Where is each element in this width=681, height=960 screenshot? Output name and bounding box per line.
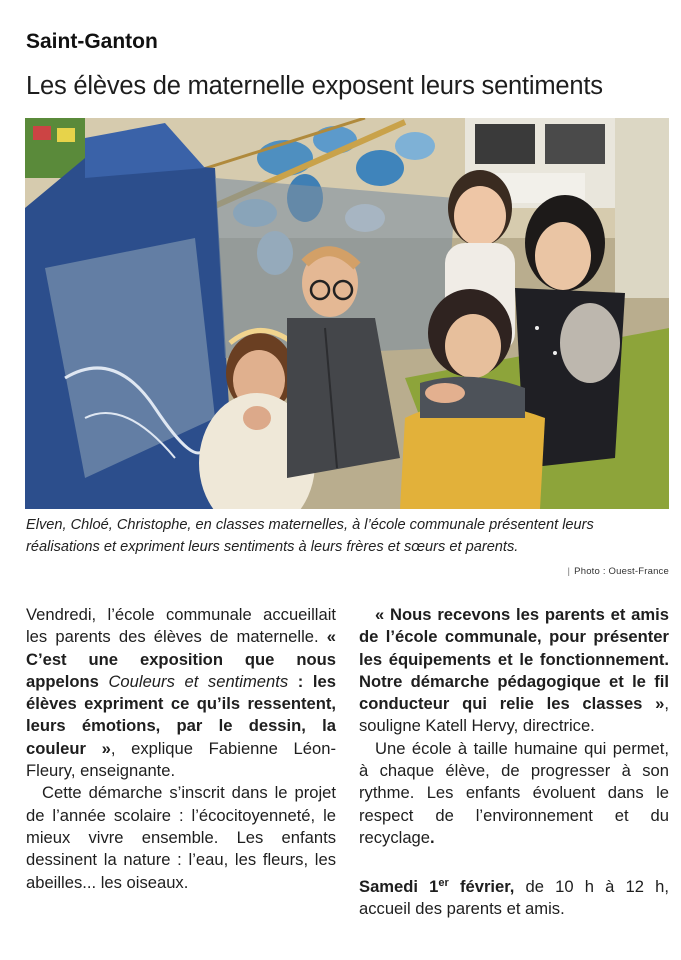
article-headline: Les élèves de maternelle exposent leurs sentiments: [26, 72, 603, 100]
p3-attribution: , souligne Katell Hervy, directrice.: [359, 694, 669, 736]
event-month: février,: [448, 876, 515, 896]
event-date-line: [359, 872, 669, 921]
children-exhibition-illustration: [25, 118, 669, 509]
p1-quote-start: « C’est une exposition que nous appelons: [26, 627, 336, 691]
p4-period: .: [430, 827, 435, 847]
event-day-suffix: er: [438, 876, 449, 889]
article-column-left: [26, 604, 336, 894]
paragraph-1: [26, 604, 336, 782]
event-details: de 10 h à 12 h, accueil des parents et amis.: [359, 876, 669, 918]
photo-caption: Elven, Chloé, Christophe, en classes maternelles, à l’école communale présentent leurs réalisations et expriment leurs sentiments à leurs frères et sœurs et parents.: [26, 517, 594, 555]
credit-separator: |: [567, 566, 571, 577]
article-column-right: [359, 604, 669, 920]
article-photo: [25, 118, 669, 509]
p1-attribution: , explique Fabienne Léon-Fleury, enseignante.: [26, 738, 336, 781]
article-location: Saint-Ganton: [26, 30, 158, 53]
photo-credit: [568, 566, 670, 577]
p4-text: Une école à taille humaine qui permet, à chaque élève, de progresser à son rythme. Les enfants évoluent dans le respect de l’environnement et du recyclage: [359, 738, 669, 847]
paragraph-gap: [359, 849, 669, 871]
paragraph-3: [359, 604, 669, 738]
paragraph-4: [359, 738, 669, 849]
photo-credit-text: Photo : Ouest-France: [574, 566, 669, 577]
p1-exhibition-title: Couleurs et sentiments: [108, 671, 289, 691]
p3-quote: « Nous recevons les parents et amis de l’école communale, pour présenter les équipements et le fonctionnement. Notre démarche pédagogique et le fil conducteur qui relie les classes »: [359, 605, 669, 714]
p1-intro: Vendredi, l’école communale accueillait les parents des élèves de maternelle.: [26, 605, 336, 647]
paragraph-2: Cette démarche s’inscrit dans le projet de l’année scolaire : l’écocitoyenneté, le mieux vivre ensemble. Les enfants dessinent la nature : l’eau, les fleurs, les abeilles... les oiseaux.: [26, 783, 336, 892]
p1-quote-end: : les élèves expriment ce qu’ils ressentent, leurs émotions, par le dessin, la couleur »: [26, 671, 336, 758]
event-day: Samedi 1: [359, 876, 439, 896]
